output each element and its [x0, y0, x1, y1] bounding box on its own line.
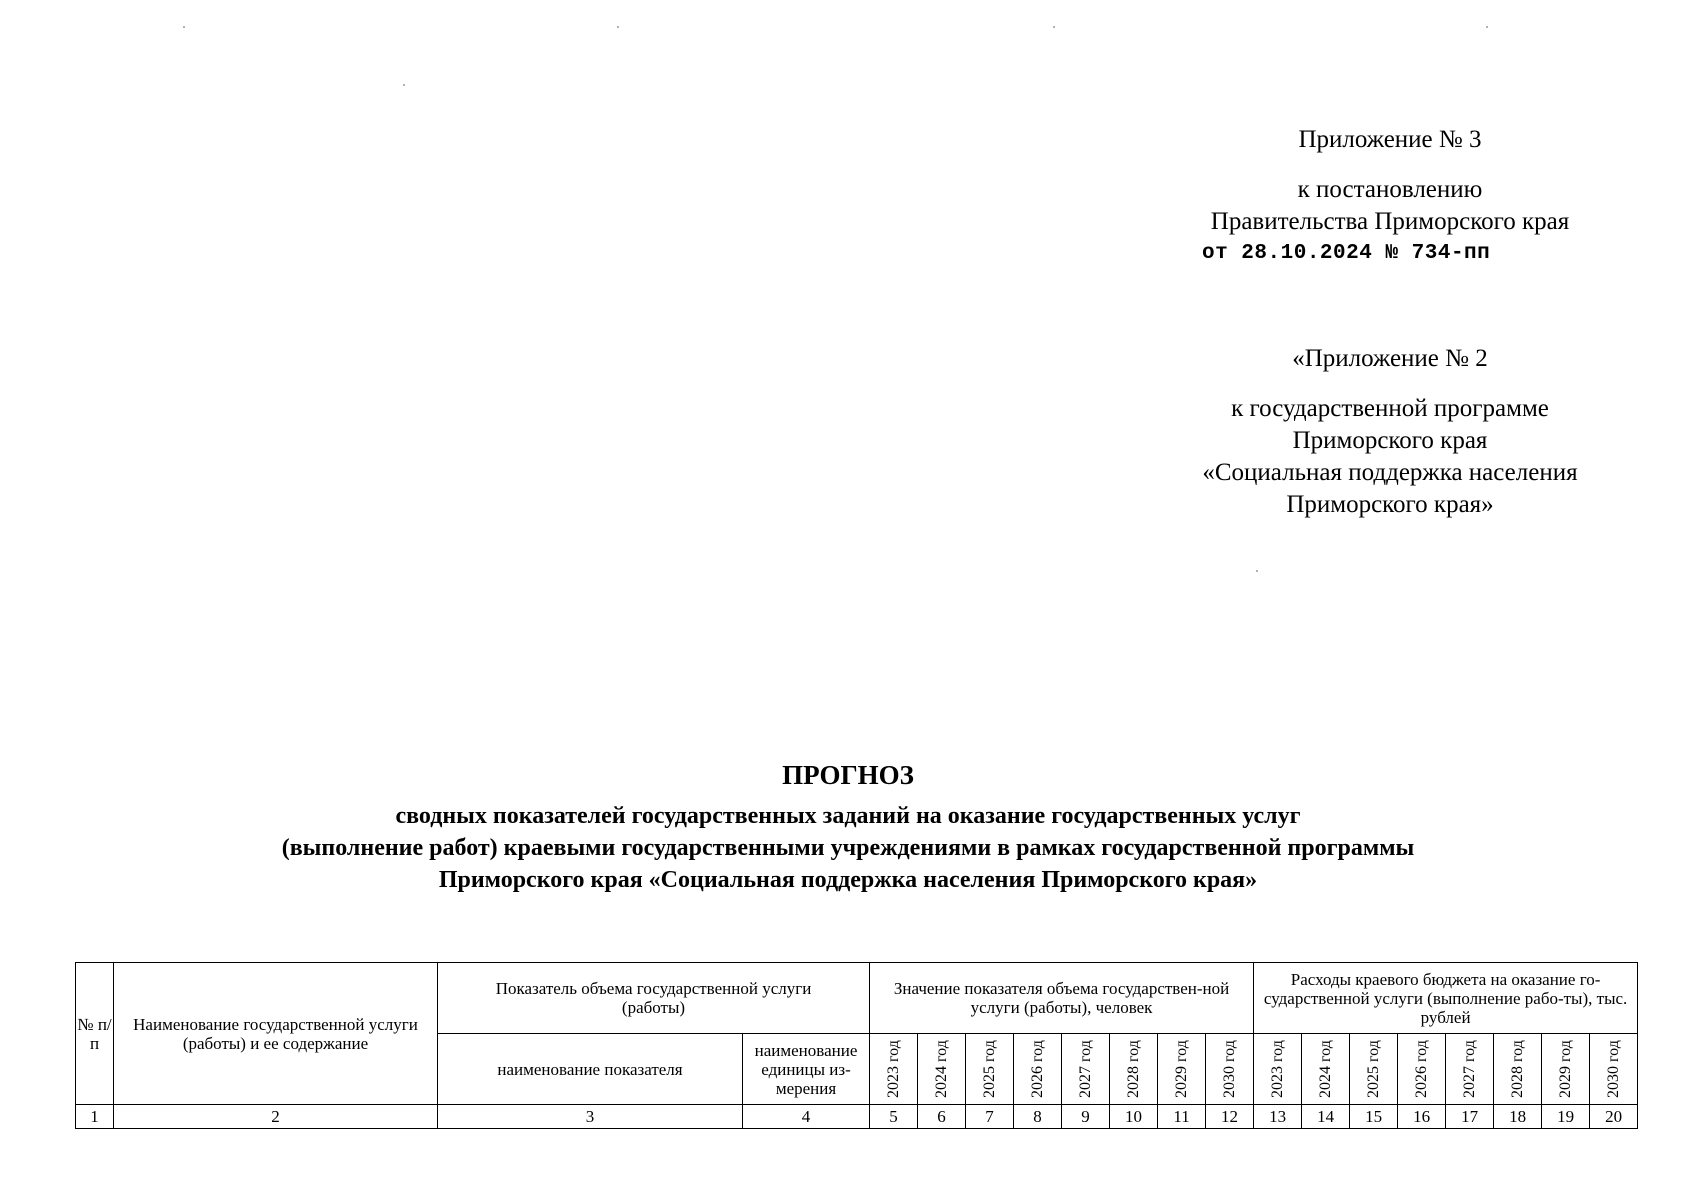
header-expenses-year: [1350, 1034, 1398, 1105]
header-values-year: [966, 1034, 1014, 1105]
year-label: 2024 год: [933, 1040, 951, 1098]
header-expenses-year: [1446, 1034, 1494, 1105]
column-number-cell: 13: [1254, 1105, 1302, 1129]
column-number-cell: 14: [1302, 1105, 1350, 1129]
column-number-cell: 15: [1350, 1105, 1398, 1129]
header-indicator-group: Показатель объема государственной услуги (работы): [438, 963, 870, 1034]
year-label: 2026 год: [1413, 1040, 1431, 1098]
header-service-name: Наименование государственной услуги (работы) и ее содержание: [114, 963, 438, 1105]
appendix-line-4: Приморского края»: [1286, 491, 1494, 518]
header-values-year: [918, 1034, 966, 1105]
header-expenses-year: [1494, 1034, 1542, 1105]
header-block: [1180, 124, 1600, 270]
column-number-cell: 16: [1398, 1105, 1446, 1129]
header-values-year: [1110, 1034, 1158, 1105]
subtitle-line-3: Приморского края «Социальная поддержка населения Приморского края»: [438, 867, 1258, 893]
column-number-cell: 9: [1062, 1105, 1110, 1129]
header-unit: наименование единицы из-мерения: [743, 1034, 870, 1105]
year-label: 2024 год: [1317, 1040, 1335, 1098]
column-number-cell: 17: [1446, 1105, 1494, 1129]
subtitle-line-1: сводных показателей государственных заданий на оказание государственных услуг: [395, 803, 1301, 829]
header-values-group: Значение показателя объема государствен-ной услуги (работы), человек: [870, 963, 1254, 1034]
column-number-cell: 20: [1590, 1105, 1638, 1129]
column-number-cell: 12: [1206, 1105, 1254, 1129]
year-label: 2023 год: [885, 1040, 903, 1098]
year-label: 2026 год: [1029, 1040, 1047, 1098]
government-name: Правительства Приморского края: [1210, 208, 1570, 235]
header-values-year: [1062, 1034, 1110, 1105]
appendix-line-1: к государственной программе: [1231, 395, 1549, 422]
column-number-cell: 11: [1158, 1105, 1206, 1129]
year-label: 2028 год: [1509, 1040, 1527, 1098]
attachment-number: Приложение № 3: [1298, 126, 1482, 153]
header-expenses-year: [1302, 1034, 1350, 1105]
to-resolution: к постановлению: [1297, 176, 1483, 203]
document-subtitle: [0, 800, 1696, 896]
column-number-cell: 7: [966, 1105, 1014, 1129]
document-title: ПРОГНОЗ: [782, 760, 914, 790]
header-number: № п/п: [76, 963, 114, 1105]
column-number-cell: 19: [1542, 1105, 1590, 1129]
year-label: 2025 год: [1365, 1040, 1383, 1098]
column-number-cell: 8: [1014, 1105, 1062, 1129]
header-values-year: [1206, 1034, 1254, 1105]
column-number-cell: 3: [438, 1105, 743, 1129]
header-expenses-year: [1542, 1034, 1590, 1105]
column-number-cell: 18: [1494, 1105, 1542, 1129]
header-expenses-year: [1590, 1034, 1638, 1105]
forecast-table: [75, 962, 1638, 1129]
year-label: 2027 год: [1077, 1040, 1095, 1098]
header-values-year: [1014, 1034, 1062, 1105]
column-number-cell: 2: [114, 1105, 438, 1129]
decree-stamp: от 28.10.2024 № 734-пп: [1202, 242, 1491, 265]
appendix-line-3: «Социальная поддержка населения: [1202, 459, 1578, 486]
header-expenses-group: Расходы краевого бюджета на оказание го-сударственной услуги (выполнение рабо-ты), тыс. рублей: [1254, 963, 1638, 1034]
year-label: 2030 год: [1605, 1040, 1623, 1098]
year-label: 2028 год: [1125, 1040, 1143, 1098]
subtitle-line-2: (выполнение работ) краевыми государственными учреждениями в рамках государственной программы: [281, 835, 1415, 861]
appendix-line-2: Приморского края: [1292, 427, 1488, 454]
appendix-block: [1160, 343, 1620, 521]
column-number-cell: 10: [1110, 1105, 1158, 1129]
appendix-number: «Приложение № 2: [1292, 345, 1488, 372]
year-label: 2029 год: [1173, 1040, 1191, 1098]
column-number-cell: 1: [76, 1105, 114, 1129]
year-label: 2025 год: [981, 1040, 999, 1098]
header-expenses-year: [1254, 1034, 1302, 1105]
year-label: 2027 год: [1461, 1040, 1479, 1098]
header-expenses-year: [1398, 1034, 1446, 1105]
year-label: 2029 год: [1557, 1040, 1575, 1098]
column-number-cell: 4: [743, 1105, 870, 1129]
header-indicator-name: наименование показателя: [438, 1034, 743, 1105]
column-number-cell: 5: [870, 1105, 918, 1129]
year-label: 2023 год: [1269, 1040, 1287, 1098]
column-number-cell: 6: [918, 1105, 966, 1129]
header-values-year: [1158, 1034, 1206, 1105]
header-values-year: [870, 1034, 918, 1105]
year-label: 2030 год: [1221, 1040, 1239, 1098]
